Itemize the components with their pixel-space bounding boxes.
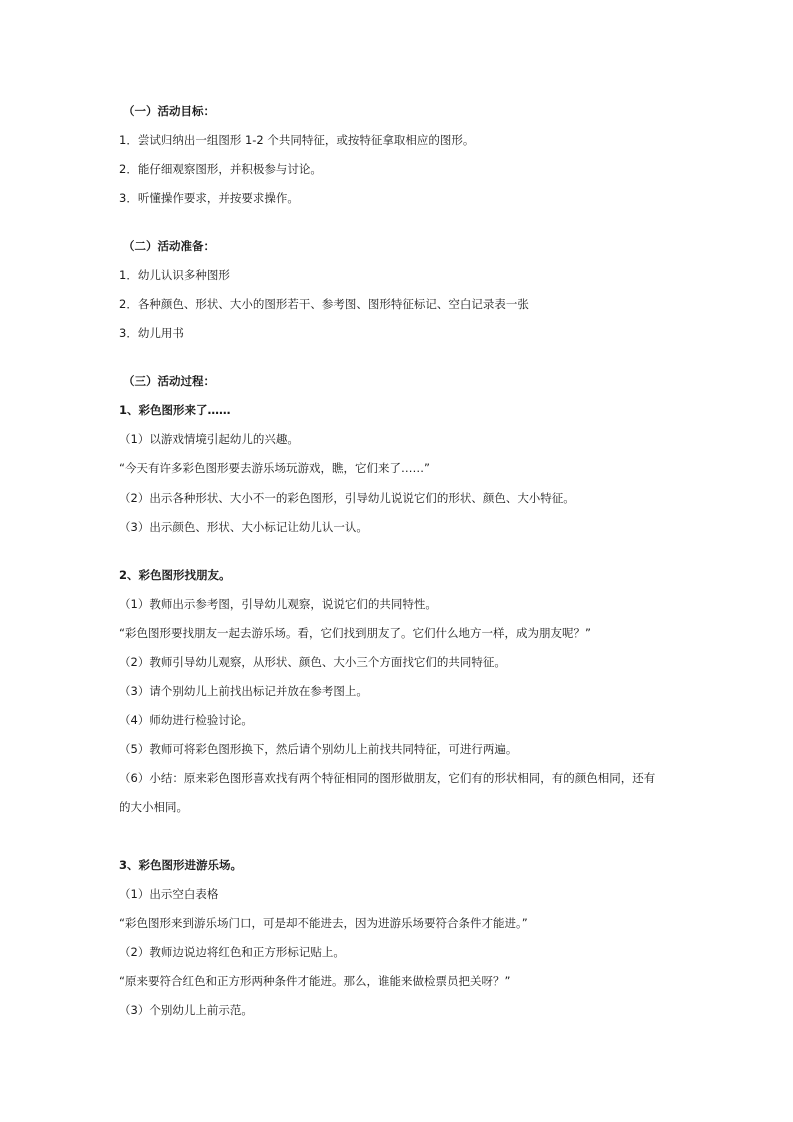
prep-heading: （二）活动准备： (123, 239, 215, 253)
step1-title: 1、彩色图形来了…… (119, 403, 231, 417)
step1-line: （1）以游戏情境引起幼儿的兴趣。 (119, 432, 299, 446)
step2-line: （1）教师出示参考图，引导幼儿观察，说说它们的共同特性。 (119, 597, 437, 611)
step2-line: “彩色图形要找朋友一起去游乐场。看，它们找到朋友了。它们什么地方一样，成为朋友呢？” (119, 626, 591, 640)
process-heading: （三）活动过程： (123, 374, 215, 388)
step2-line: （4）师幼进行检验讨论。 (119, 713, 253, 727)
step2-line: （5）教师可将彩色图形换下，然后请个别幼儿上前找共同特征，可进行两遍。 (119, 742, 518, 756)
goals-item: 2．能仔细观察图形，并积极参与讨论。 (119, 162, 322, 176)
goals-item: 1．尝试归纳出一组图形 1-2 个共同特征，或按特征拿取相应的图形。 (119, 133, 475, 147)
step3-title: 3、彩色图形进游乐场。 (119, 858, 243, 872)
step2-line: （6）小结：原来彩色图形喜欢找有两个特征相同的图形做朋友，它们有的形状相同，有的颜色相同，还有 (119, 771, 656, 785)
step2-line: （2）教师引导幼儿观察，从形状、颜色、大小三个方面找它们的共同特征。 (119, 655, 506, 669)
step3-line: “原来要符合红色和正方形两种条件才能进。那么，谁能来做检票员把关呀？” (119, 974, 511, 988)
step3-line: （2）教师边说边将红色和正方形标记贴上。 (119, 945, 345, 959)
step3-line: “彩色图形来到游乐场门口，可是却不能进去，因为进游乐场要符合条件才能进。” (119, 916, 528, 930)
step1-line: （2）出示各种形状、大小不一的彩色图形，引导幼儿说说它们的形状、颜色、大小特征。 (119, 491, 575, 505)
step1-line: “今天有许多彩色图形要去游乐场玩游戏，瞧，它们来了……” (119, 461, 430, 475)
step3-line: （1）出示空白表格 (119, 887, 219, 901)
step2-line: （3）请个别幼儿上前找出标记并放在参考图上。 (119, 684, 368, 698)
prep-item: 3．幼儿用书 (119, 326, 184, 340)
step2-title: 2、彩色图形找朋友。 (119, 568, 231, 582)
goals-heading: （一）活动目标： (123, 104, 215, 118)
prep-item: 2．各种颜色、形状、大小的图形若干、参考图、图形特征标记、空白记录表一张 (119, 297, 529, 311)
prep-item: 1．幼儿认识多种图形 (119, 268, 230, 282)
step3-line: （3）个别幼儿上前示范。 (119, 1003, 253, 1017)
step1-line: （3）出示颜色、形状、大小标记让幼儿认一认。 (119, 520, 368, 534)
goals-item: 3．听懂操作要求，并按要求操作。 (119, 191, 299, 205)
step2-line: 的大小相同。 (119, 800, 188, 814)
